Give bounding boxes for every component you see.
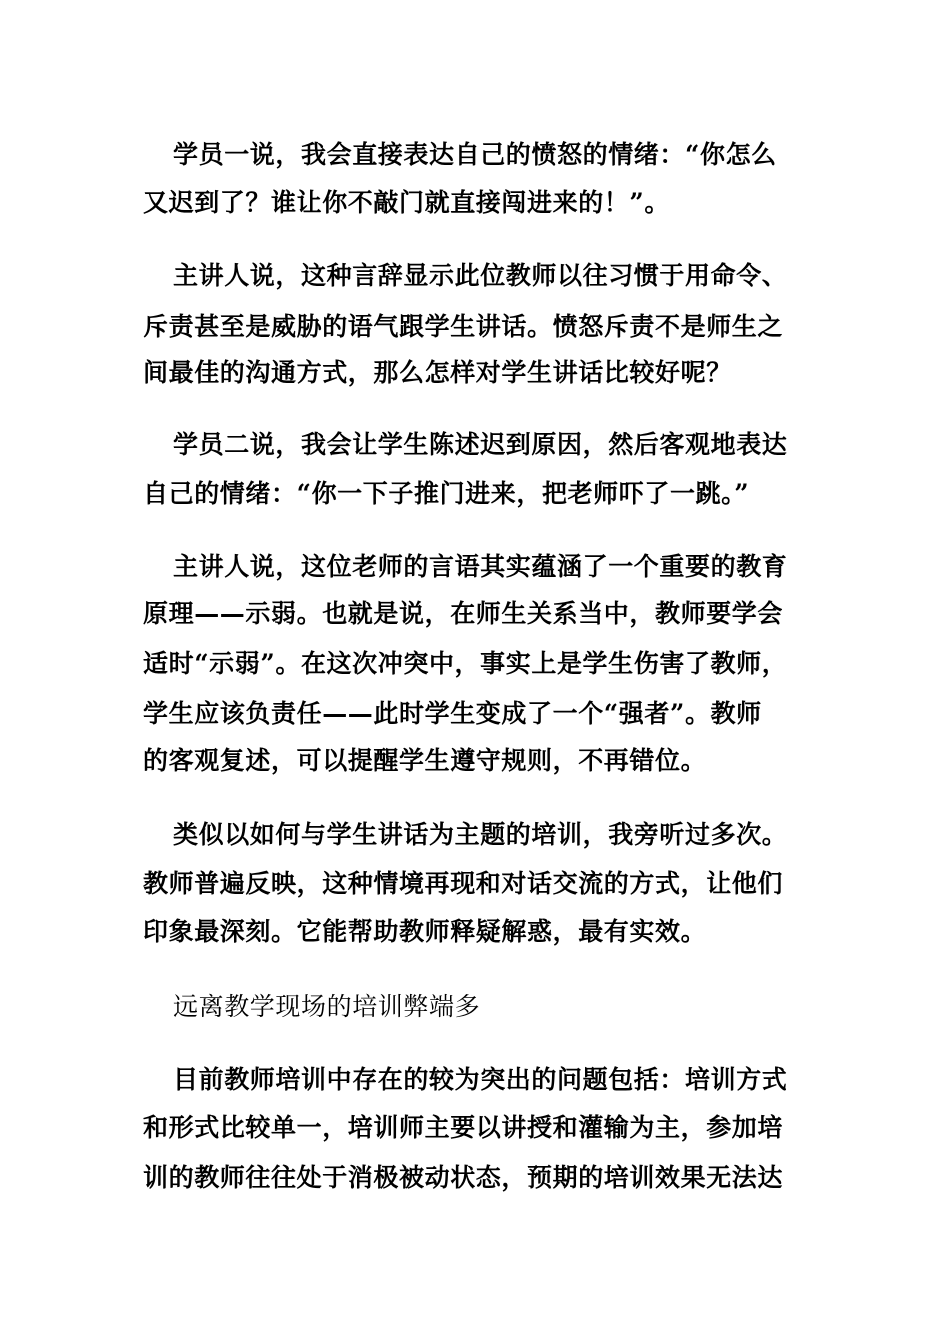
- paragraph-5-line-1: 类似以如何与学生讲话为主题的培训，我旁听过多次。: [173, 820, 788, 849]
- paragraph-5-line-3: 印象最深刻。它能帮助教师释疑解惑，最有实效。: [143, 917, 707, 946]
- paragraph-4-line-4: 学生应该负责任——此时学生变成了一个“强者”。教师: [143, 699, 762, 728]
- final-paragraph-line-2: 和形式比较单一，培训师主要以讲授和灌输为主，参加培: [143, 1113, 784, 1142]
- final-paragraph-line-3: 训的教师往往处于消极被动状态，预期的培训效果无法达: [143, 1163, 784, 1192]
- paragraph-3-line-1: 学员二说，我会让学生陈述迟到原因，然后客观地表达: [173, 430, 788, 459]
- paragraph-4-line-3: 适时“示弱”。在这次冲突中，事实上是学生伤害了教师，: [143, 649, 788, 678]
- paragraph-1-line-2: 又迟到了？谁让你不敲门就直接闯进来的！”。: [143, 188, 670, 217]
- paragraph-2-line-3: 间最佳的沟通方式，那么怎样对学生讲话比较好呢？: [143, 358, 732, 387]
- final-paragraph-line-1: 目前教师培训中存在的较为突出的问题包括：培训方式: [173, 1065, 788, 1094]
- paragraph-4-line-2: 原理——示弱。也就是说，在师生关系当中，教师要学会: [143, 599, 784, 628]
- paragraph-5-line-2: 教师普遍反映，这种情境再现和对话交流的方式，让他们: [143, 869, 784, 898]
- paragraph-4-line-5: 的客观复述，可以提醒学生遵守规则，不再错位。: [143, 746, 707, 775]
- section-heading: 远离教学现场的培训弊端多: [173, 992, 481, 1021]
- paragraph-4-line-1: 主讲人说，这位老师的言语其实蕴涵了一个重要的教育: [173, 552, 788, 581]
- paragraph-1-line-1: 学员一说，我会直接表达自己的愤怒的情绪：“你怎么: [173, 140, 777, 169]
- paragraph-2-line-1: 主讲人说，这种言辞显示此位教师以往习惯于用命令、: [173, 261, 788, 290]
- paragraph-3-line-2: 自己的情绪：“你一下子推门进来，把老师吓了一跳。”: [143, 479, 750, 508]
- paragraph-2-line-2: 斥责甚至是威胁的语气跟学生讲话。愤怒斥责不是师生之: [143, 312, 784, 341]
